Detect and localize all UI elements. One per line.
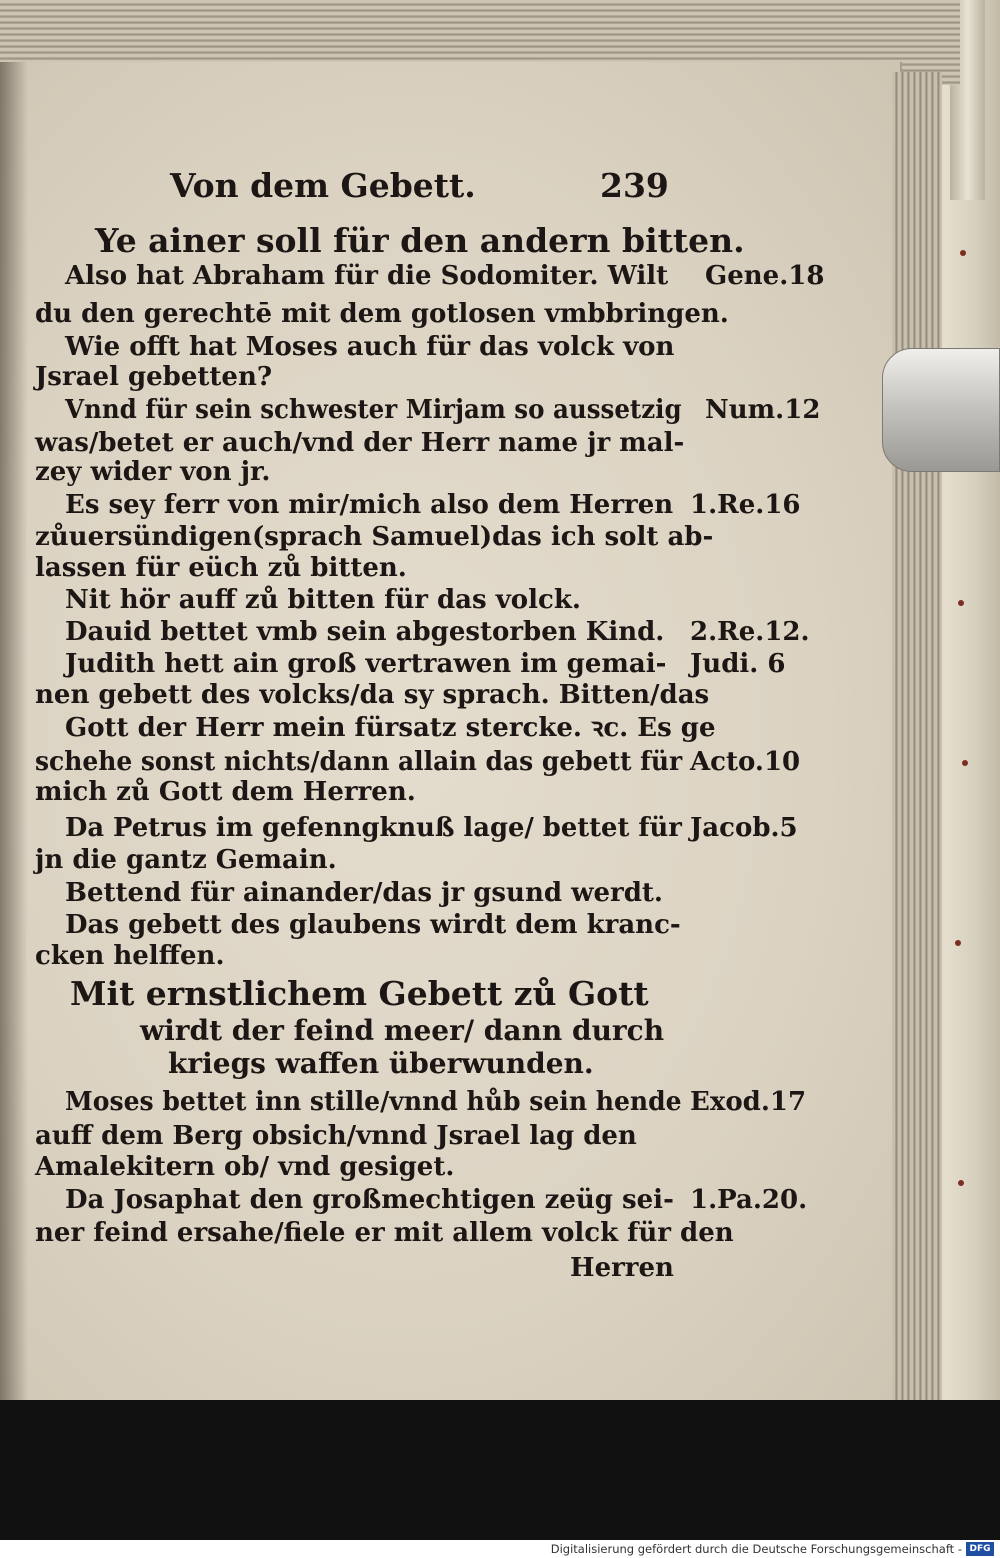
line-text: was/betet er auch/vnd der Herr name jr mal-	[35, 428, 685, 458]
margin-reference: Acto.10	[690, 747, 801, 777]
running-head	[0, 166, 1000, 206]
text-line	[0, 974, 1000, 1014]
section-heading-cont: kriegs waffen überwunden.	[168, 1047, 594, 1080]
page-number: 239	[600, 166, 669, 205]
line-text: Amalekitern ob/ vnd gesiget.	[35, 1152, 455, 1182]
line-text: Dauid bettet vmb sein abgestorben Kind.	[65, 617, 665, 647]
line-text: Judith hett ain groß vertrawen im gemai-	[65, 649, 667, 679]
section-heading: Ye ainer soll für den andern bitten.	[95, 221, 745, 260]
line-text: Jsrael gebetten?	[35, 362, 273, 392]
line-text: Das gebett des glaubens wirdt dem kranc-	[65, 910, 681, 940]
running-head-title: Von dem Gebett.	[170, 166, 476, 205]
credit-bar	[0, 1540, 1000, 1558]
line-text: Bettend für ainander/das jr gsund werdt.	[65, 878, 663, 908]
catchword: Herren	[570, 1253, 674, 1283]
margin-reference: 1.Pa.20.	[690, 1185, 808, 1215]
line-text: Es sey ferr von mir/mich also dem Herren	[65, 490, 674, 520]
line-text: Gott der Herr mein fürsatz stercke. ꝛc. Es ge	[65, 713, 716, 743]
margin-reference: Num.12	[705, 395, 821, 425]
text-line	[0, 1044, 1000, 1084]
line-text: Da Josaphat den großmechtigen zeüg sei-	[65, 1185, 674, 1215]
section-heading-cont: wirdt der feind meer/ dann durch	[140, 1014, 665, 1047]
text-line	[0, 1213, 1000, 1253]
line-text: zůuersündigen(sprach Samuel)das ich solt ab-	[35, 522, 714, 552]
line-text: Nit hör auff zů bitten für das volck.	[65, 585, 581, 615]
margin-reference: Judi. 6	[690, 649, 786, 679]
line-text: jn die gantz Gemain.	[35, 845, 337, 875]
line-text: Da Petrus im gefenngknuß lage/ bettet für	[65, 813, 682, 843]
margin-reference: 2.Re.12.	[690, 617, 810, 647]
line-text: Also hat Abraham für die Sodomiter. Wilt	[65, 261, 669, 291]
line-text: Vnnd für sein schwester Mirjam so aussetzig	[65, 395, 682, 425]
line-text: cken helffen.	[35, 941, 225, 971]
margin-reference: Jacob.5	[690, 813, 798, 843]
line-text: lassen für eüch zů bitten.	[35, 553, 407, 583]
credit-text: Digitalisierung gefördert durch die Deutsche Forschungsgemeinschaft -	[550, 1542, 962, 1556]
line-text: ner feind ersahe/fiele er mit allem volck für den	[35, 1218, 734, 1248]
line-text: zey wider von jr.	[35, 457, 271, 487]
line-text: mich zů Gott dem Herren.	[35, 777, 416, 807]
text-line	[0, 1248, 1000, 1288]
text-line	[0, 256, 1000, 296]
text-line	[0, 221, 1000, 261]
bottom-shadow	[0, 1400, 1000, 1540]
line-text: Wie offt hat Moses auch für das volck von	[65, 332, 675, 362]
line-text: Moses bettet inn stille/vnnd hůb sein hende	[65, 1087, 682, 1117]
margin-reference: Exod.17	[690, 1087, 807, 1117]
line-text: du den gerechtē mit dem gotlosen vmbbringen.	[35, 299, 729, 329]
line-text: auff dem Berg obsich/vnnd Jsrael lag den	[35, 1121, 637, 1151]
margin-reference: 1.Re.16	[690, 490, 801, 520]
dfg-logo: DFG	[966, 1542, 994, 1556]
margin-reference: Gene.18	[705, 261, 825, 291]
section-heading: Mit ernstlichem Gebett zů Gott	[70, 974, 649, 1013]
line-text: nen gebett des volcks/da sy sprach. Bitten/das	[35, 680, 710, 710]
text-line	[0, 936, 1000, 976]
line-text: schehe sonst nichts/dann allain das gebett für	[35, 747, 683, 777]
text-line	[0, 772, 1000, 812]
